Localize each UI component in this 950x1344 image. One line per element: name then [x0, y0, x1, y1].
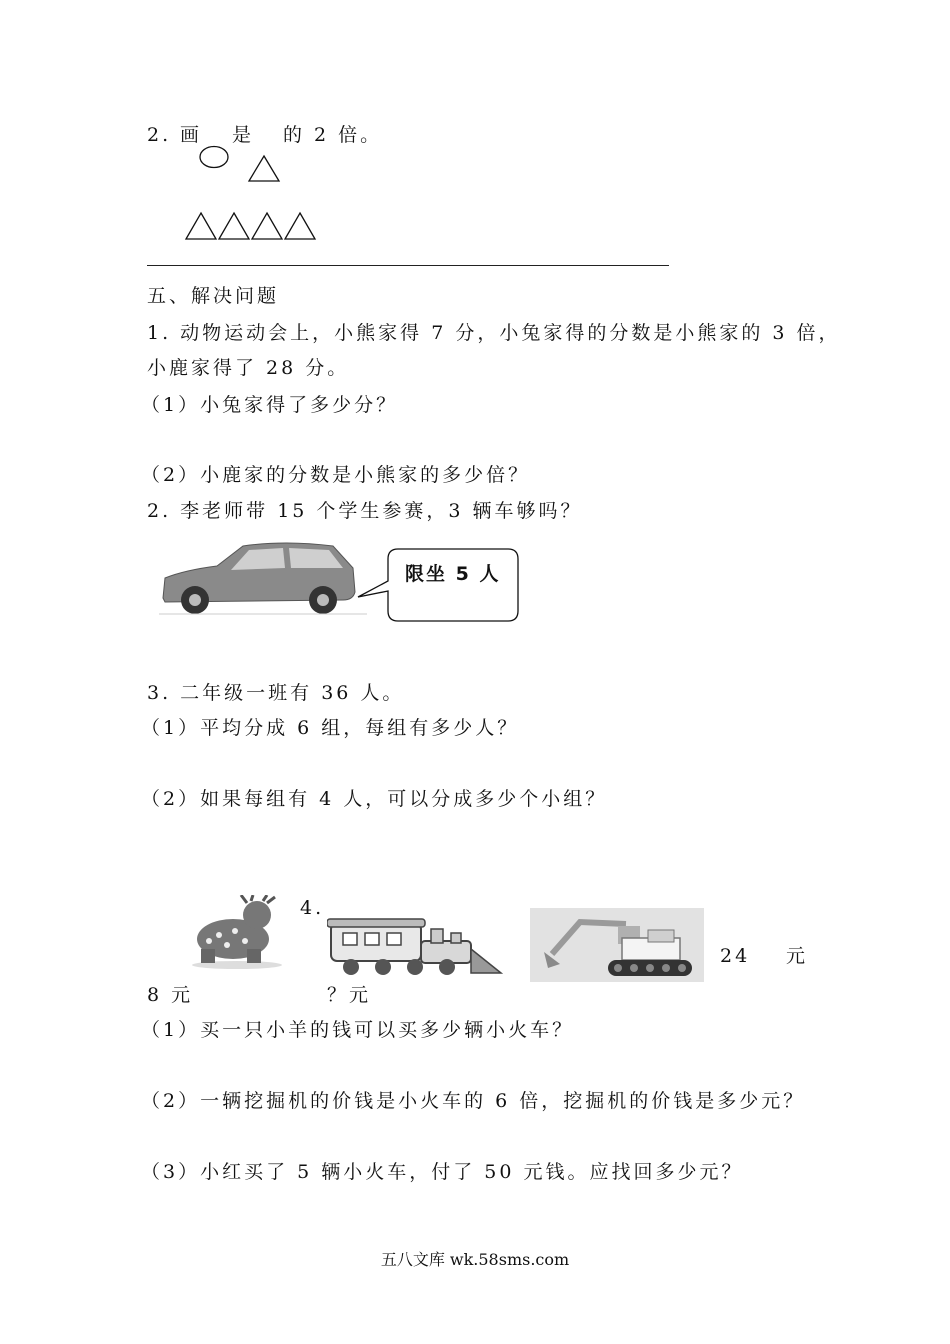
- q4-sub3: （3）小红买了 5 辆小火车，付了 50 元钱。应找回多少元？: [141, 1161, 744, 1183]
- q1-line2: 小鹿家得了 28 分。: [147, 357, 350, 379]
- price-excavator: 24: [720, 945, 751, 967]
- price-deer: 8 元: [147, 984, 194, 1006]
- price-excavator-unit: 元: [786, 945, 809, 967]
- triangle-icon: [248, 154, 282, 184]
- item-number: 2.: [147, 124, 172, 146]
- word-is: 是: [232, 124, 255, 146]
- car-photo-icon: [155, 540, 370, 620]
- price-train: ？元: [327, 984, 372, 1006]
- q4-sub1: （1）买一只小羊的钱可以买多少辆小火车？: [141, 1019, 575, 1041]
- toy-deer-icon: [185, 895, 290, 970]
- q4-sub2: （2）一辆挖掘机的价钱是小火车的 6 倍，挖掘机的价钱是多少元？: [141, 1090, 806, 1112]
- q4-number: 4.: [300, 897, 325, 919]
- q1-sub1: （1）小兔家得了多少分？: [141, 394, 399, 416]
- toy-excavator-icon: [530, 908, 704, 982]
- q3-line1: 3. 二年级一班有 36 人。: [147, 682, 405, 704]
- toy-train-icon: [327, 915, 503, 977]
- word-times: 的 2 倍。: [283, 124, 383, 146]
- footer-source: 五八文库 wk.58sms.com: [380, 1250, 570, 1269]
- q2-line1: 2. 李老师带 15 个学生参赛，3 辆车够吗？: [147, 500, 583, 522]
- q3-sub1: （1）平均分成 6 组，每组有多少人？: [141, 717, 520, 739]
- q3-sub2: （2）如果每组有 4 人，可以分成多少个小组？: [141, 788, 608, 810]
- circle-icon: [198, 145, 232, 171]
- q1-sub2: （2）小鹿家的分数是小熊家的多少倍？: [141, 464, 531, 486]
- q1-line1: 1. 动物运动会上，小熊家得 7 分，小兔家得的分数是小熊家的 3 倍，: [147, 322, 841, 344]
- triangle-row-icon: [185, 210, 321, 242]
- divider: [147, 265, 669, 266]
- bubble-label: 限坐 5 人: [405, 563, 501, 585]
- word-draw: 画: [180, 124, 203, 146]
- section-heading: 五、解决问题: [147, 285, 280, 307]
